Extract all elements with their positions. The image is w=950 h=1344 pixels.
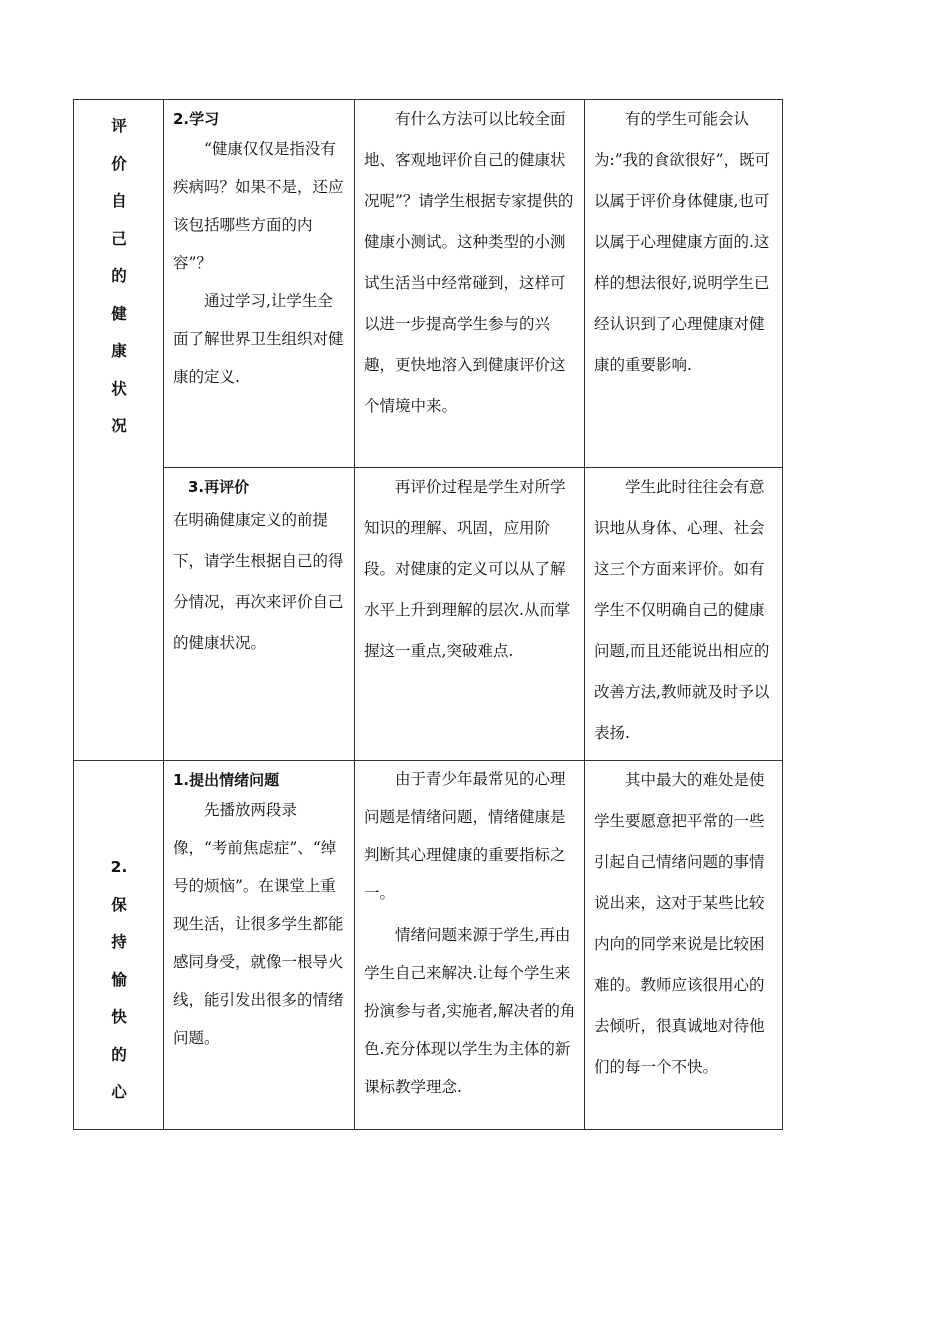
step-title: 1.提出情绪问题 — [173, 771, 280, 789]
note-cell — [585, 468, 783, 761]
table-row — [74, 100, 783, 468]
note-text: 有的学生可能会认为:”我的食欲很好”，既可以属于评价身体健康,也可以属于心理健康方面的.这样的想法很好,说明学生已经认识到了心理健康对健康的重要影响. — [594, 110, 771, 374]
intent-text: 由于青少年最常见的心理问题是情绪问题，情绪健康是判断其心理健康的重要指标之一。 — [364, 770, 566, 902]
intent-cell — [355, 468, 585, 761]
note-cell — [585, 761, 783, 1130]
activity-text: 先播放两段录像，“考前焦虑症”、“绰号的烦恼”。在课堂上重现生活，让很多学生都能感同身受，就像一根导火线，能引发出很多的情绪问题。 — [173, 801, 344, 1047]
note-cell — [585, 100, 783, 468]
activity-cell — [164, 468, 355, 761]
activity-cell — [164, 761, 355, 1130]
intent-text: 再评价过程是学生对所学知识的理解、巩固，应用阶段。对健康的定义可以从了解水平上升到理解的层次.从而掌握这一重点,突破难点. — [364, 478, 571, 660]
step-title: 3.再评价 — [188, 478, 250, 496]
section-label-evaluate-health: 评 价 自 己 的 健 康 状 况 — [74, 100, 164, 761]
activity-text: 在明确健康定义的前提下，请学生根据自己的得分情况，再次来评价自己的健康状况。 — [173, 511, 344, 652]
step-title: 2.学习 — [173, 110, 220, 128]
note-text: 学生此时往往会有意识地从身体、心理、社会这三个方面来评价。如有学生不仅明确自己的健康问题,而且还能说出相应的改善方法,教师就及时予以表扬. — [594, 478, 770, 742]
intent-text: 有什么方法可以比较全面地、客观地评价自己的健康状况呢”？请学生根据专家提供的健康小测试。这种类型的小测试生活当中经常碰到，这样可以进一步提高学生参与的兴趣，更快地溶入到健康评价这个情境中来。 — [364, 110, 574, 415]
lesson-plan-table — [73, 99, 783, 1130]
intent-text: 情绪问题来源于学生,再由学生自己来解决.让每个学生来扮演参与者,实施者,解决者的角色.充分体现以学生为主体的新课标教学理念. — [364, 926, 576, 1096]
activity-cell — [164, 100, 355, 468]
note-text: 其中最大的难处是使学生要愿意把平常的一些引起自己情绪问题的事情说出来，这对于某些比较内向的同学来说是比较困难的。教师应该很用心的去倾听，很真诚地对待他们的每一个不快。 — [594, 771, 765, 1076]
table-row — [74, 468, 783, 761]
table-row — [74, 761, 783, 1130]
section-label-keep-happy: 2. 保 持 愉 快 的 心 — [74, 761, 164, 1130]
activity-text: 通过学习,让学生全面了解世界卫生组织对健康的定义. — [173, 292, 344, 386]
intent-cell — [355, 761, 585, 1130]
activity-text: “健康仅仅是指没有疾病吗？如果不是，还应该包括哪些方面的内容”？ — [173, 140, 344, 272]
intent-cell — [355, 100, 585, 468]
